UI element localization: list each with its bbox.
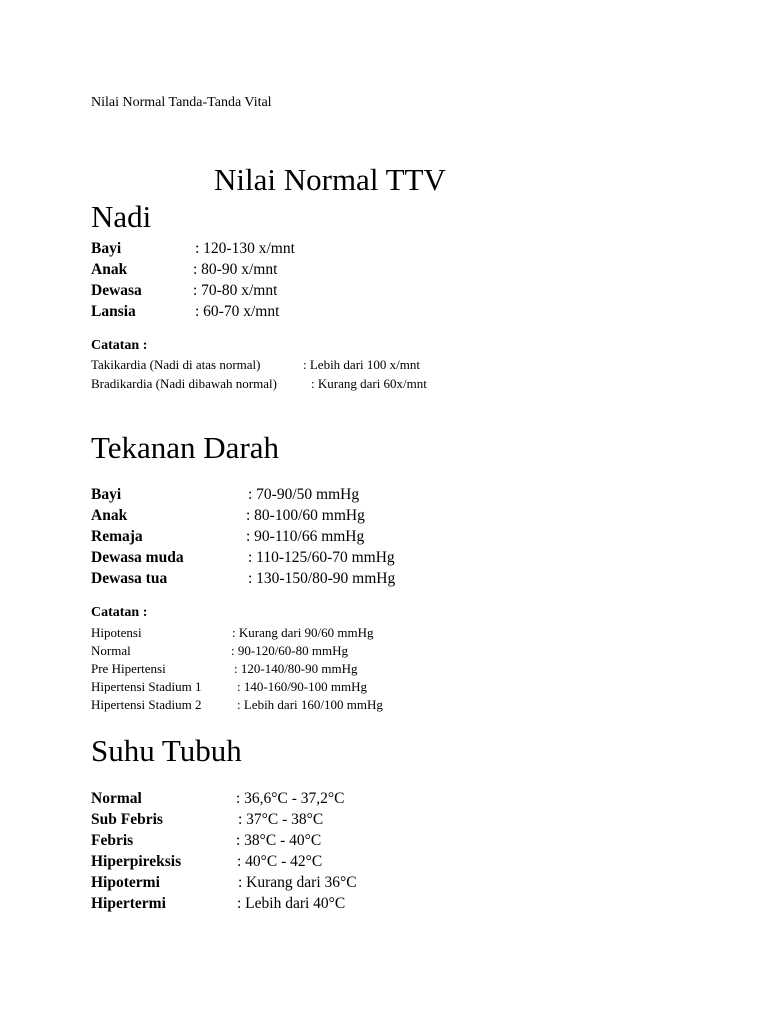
nadi-row (91, 240, 691, 258)
note-label: Hipertensi Stadium 1 (91, 679, 202, 694)
note-value: : 140-160/90-100 mmHg (237, 679, 367, 694)
suhu-row (91, 832, 691, 850)
suhu-row (91, 874, 691, 892)
nadi-row (91, 303, 691, 321)
nadi-row (91, 282, 691, 300)
tekanan-note-heading: Catatan : (91, 605, 148, 620)
row-label: Lansia (91, 303, 136, 320)
row-label: Dewasa (91, 282, 142, 299)
tekanan-note-row (91, 661, 691, 679)
note-label: Pre Hipertensi (91, 661, 166, 676)
row-label: Hipotermi (91, 874, 160, 891)
row-label: Febris (91, 832, 134, 849)
row-label: Dewasa tua (91, 570, 168, 587)
tekanan-note-row (91, 679, 691, 697)
note-label: Takikardia (Nadi di atas normal) (91, 357, 261, 372)
suhu-row (91, 895, 691, 913)
suhu-row (91, 790, 691, 808)
row-value: : 120-130 x/mnt (195, 240, 295, 257)
nadi-note-row (91, 357, 691, 375)
row-value: : 110-125/60-70 mmHg (248, 549, 395, 566)
note-value: : Kurang dari 90/60 mmHg (232, 625, 374, 640)
row-value: : 130-150/80-90 mmHg (248, 570, 396, 587)
note-label: Normal (91, 643, 131, 658)
row-label: Anak (91, 261, 128, 278)
tekanan-note-row (91, 643, 691, 661)
section-title-tekanan-darah: Tekanan Darah (91, 430, 280, 465)
note-value: : 120-140/80-90 mmHg (234, 661, 358, 676)
tekanan-row (91, 549, 691, 567)
row-value: : 37°C - 38°C (238, 811, 324, 828)
page-title: Nilai Normal TTV (214, 162, 446, 197)
tekanan-row (91, 528, 691, 546)
section-title-suhu-tubuh: Suhu Tubuh (91, 733, 242, 768)
row-value: : 70-90/50 mmHg (248, 486, 360, 503)
note-value: : Lebih dari 100 x/mnt (303, 357, 420, 372)
document-header: Nilai Normal Tanda-Tanda Vital (91, 95, 272, 110)
section-title-nadi: Nadi (91, 199, 152, 234)
row-value: : Kurang dari 36°C (238, 874, 357, 891)
tekanan-row (91, 486, 691, 504)
row-label: Bayi (91, 240, 122, 257)
tekanan-note-row (91, 697, 691, 715)
row-value: : 80-90 x/mnt (193, 261, 278, 278)
nadi-note-row (91, 376, 691, 394)
nadi-row (91, 261, 691, 279)
note-label: Hipotensi (91, 625, 142, 640)
row-value: : 36,6°C - 37,2°C (236, 790, 345, 807)
note-label: Bradikardia (Nadi dibawah normal) (91, 376, 277, 391)
row-label: Hipertermi (91, 895, 166, 912)
row-value: : 60-70 x/mnt (195, 303, 280, 320)
suhu-row (91, 853, 691, 871)
row-label: Remaja (91, 528, 143, 545)
tekanan-note-row (91, 625, 691, 643)
row-label: Normal (91, 790, 142, 807)
note-value: : 90-120/60-80 mmHg (231, 643, 348, 658)
row-label: Anak (91, 507, 128, 524)
row-label: Dewasa muda (91, 549, 184, 566)
note-label: Hipertensi Stadium 2 (91, 697, 202, 712)
row-value: : 90-110/66 mmHg (246, 528, 365, 545)
suhu-row (91, 811, 691, 829)
row-value: : 80-100/60 mmHg (246, 507, 365, 524)
row-value: : 38°C - 40°C (236, 832, 322, 849)
row-value: : 70-80 x/mnt (193, 282, 278, 299)
row-label: Hiperpireksis (91, 853, 182, 870)
row-value: : Lebih dari 40°C (237, 895, 346, 912)
row-label: Sub Febris (91, 811, 163, 828)
note-value: : Lebih dari 160/100 mmHg (237, 697, 383, 712)
row-value: : 40°C - 42°C (237, 853, 323, 870)
tekanan-row (91, 570, 691, 588)
tekanan-row (91, 507, 691, 525)
nadi-note-heading: Catatan : (91, 338, 148, 353)
note-value: : Kurang dari 60x/mnt (311, 376, 427, 391)
row-label: Bayi (91, 486, 122, 503)
